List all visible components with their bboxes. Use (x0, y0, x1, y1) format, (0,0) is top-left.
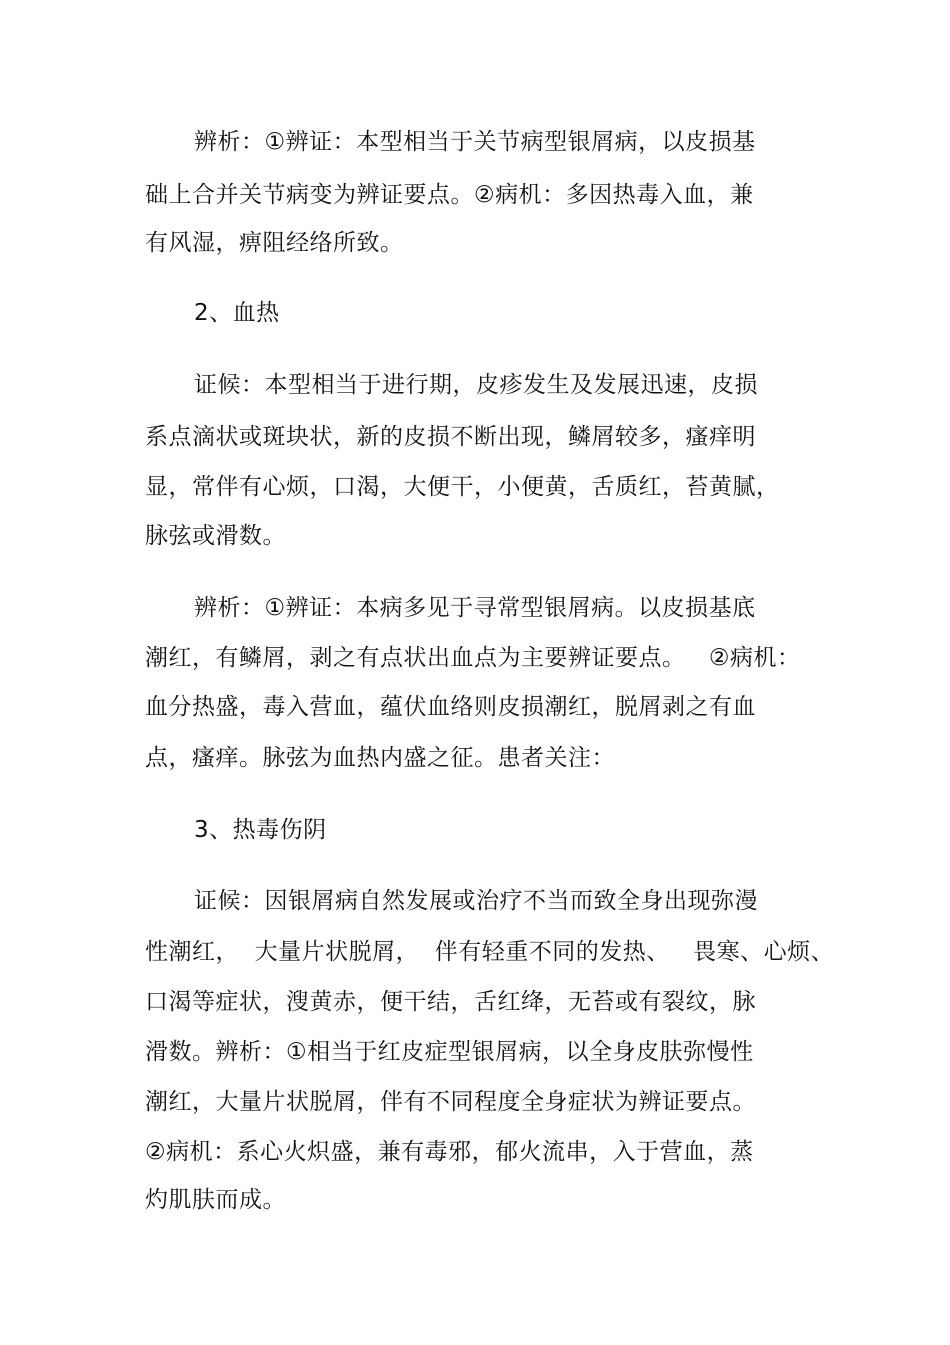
text-line-18: 潮红，大量片状脱屑，伴有不同程度全身症状为辨证要点。 (145, 1089, 756, 1115)
text-line-14: 证候：因银屑病自然发展或治疗不当而致全身出现弥漫 (194, 888, 758, 914)
text-line-15: 性潮红， 大量片状脱屑， 伴有轻重不同的发热、 畏寒、心烦、 (145, 939, 835, 965)
text-line-5: 证候：本型相当于进行期，皮疹发生及发展迅速，皮损 (194, 372, 758, 398)
section-heading-3: 3、热毒伤阴 (194, 817, 327, 843)
text-line-17: 滑数。辨析：①相当于红皮症型银屑病，以全身皮肤弥慢性 (145, 1039, 754, 1065)
text-line-8: 脉弦或滑数。 (145, 523, 286, 549)
text-line-7: 显，常伴有心烦，口渴，大便干，小便黄，舌质红，苔黄腻， (145, 474, 780, 500)
text-line-2: 础上合并关节病变为辨证要点。②病机：多因热毒入血，兼 (145, 182, 754, 208)
text-line-19: ②病机：系心火炽盛，兼有毒邪，郁火流串，入于营血，蒸 (145, 1139, 754, 1165)
text-line-1: 辨析：①辨证：本型相当于关节病型银屑病，以皮损基 (194, 129, 756, 155)
text-line-10: 潮红，有鳞屑，剥之有点状出血点为主要辨证要点。 ②病机： (145, 645, 801, 671)
text-line-11: 血分热盛，毒入营血，蕴伏血络则皮损潮红，脱屑剥之有血 (145, 694, 756, 720)
text-line-16: 口渴等症状，溲黄赤，便干结，舌红绛，无苔或有裂纹，脉 (145, 989, 756, 1015)
text-line-12: 点，瘙痒。脉弦为血热内盛之征。患者关注： (145, 745, 615, 771)
text-line-20: 灼肌肤而成。 (145, 1187, 286, 1213)
section-heading-2: 2、血热 (194, 300, 280, 326)
text-line-9: 辨析：①辨证：本病多见于寻常型银屑病。以皮损基底 (194, 595, 756, 621)
text-line-6: 系点滴状或斑块状，新的皮损不断出现，鳞屑较多，瘙痒明 (145, 424, 756, 450)
text-line-3: 有风湿，痹阻经络所致。 (145, 230, 404, 256)
